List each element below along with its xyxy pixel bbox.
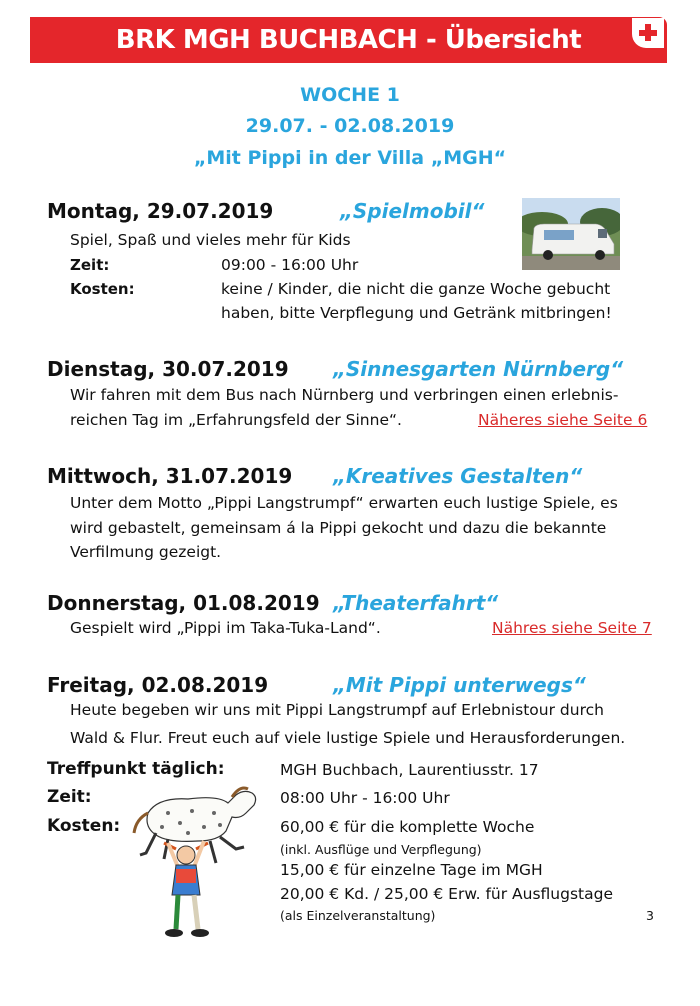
spielmobil-photo xyxy=(522,198,620,270)
page-number: 3 xyxy=(646,908,654,923)
zeit-label: Zeit: xyxy=(47,787,92,807)
montag-kosten-line2: haben, bitte Verpflegung und Getränk mitbringen! xyxy=(221,304,612,322)
day-subtitle-montag: „Spielmobil“ xyxy=(340,199,485,223)
montag-kosten-label: Kosten: xyxy=(70,280,135,298)
link-seite-7[interactable]: Nähres siehe Seite 7 xyxy=(492,619,652,637)
day-subtitle-dienstag: „Sinnesgarten Nürnberg“ xyxy=(333,357,624,381)
montag-kosten-line1: keine / Kinder, die nicht die ganze Woche gebucht xyxy=(221,280,611,298)
zeit-value: 08:00 Uhr - 16:00 Uhr xyxy=(280,789,450,807)
day-title-montag: Montag, 29.07.2019 xyxy=(47,199,274,223)
treffpunkt-label: Treffpunkt täglich: xyxy=(47,759,225,779)
day-title-donnerstag: Donnerstag, 01.08.2019 xyxy=(47,591,320,615)
freitag-line2: Wald & Flur. Freut euch auf viele lustige Spiele und Herausforderungen. xyxy=(70,729,626,747)
freitag-line1: Heute begeben wir uns mit Pippi Langstrumpf auf Erlebnistour durch xyxy=(70,701,604,719)
donnerstag-line1: Gespielt wird „Pippi im Taka-Tuka-Land“. xyxy=(70,619,381,637)
mittwoch-line2: wird gebastelt, gemeinsam á la Pippi gekocht und dazu die bekannte xyxy=(70,519,607,537)
week-motto: „Mit Pippi in der Villa „MGH“ xyxy=(193,147,507,169)
kosten-trip-note: (als Einzelveranstaltung) xyxy=(280,908,436,923)
montag-description: Spiel, Spaß und vieles mehr für Kids xyxy=(70,231,351,249)
treffpunkt-value: MGH Buchbach, Laurentiusstr. 17 xyxy=(280,761,539,779)
kosten-week-note: (inkl. Ausflüge und Verpflegung) xyxy=(280,842,482,857)
mittwoch-line3: Verfilmung gezeigt. xyxy=(70,543,222,561)
header-bar xyxy=(30,17,667,63)
week-dates: 29.07. - 02.08.2019 xyxy=(245,115,455,137)
day-subtitle-freitag: „Mit Pippi unterwegs“ xyxy=(333,673,586,697)
kosten-week: 60,00 € für die komplette Woche xyxy=(280,818,535,836)
kosten-trip: 20,00 € Kd. / 25,00 € Erw. für Ausflugstage xyxy=(280,885,613,903)
red-cross-icon xyxy=(632,18,664,48)
day-subtitle-mittwoch: „Kreatives Gestalten“ xyxy=(333,464,583,488)
montag-zeit-label: Zeit: xyxy=(70,256,110,274)
day-title-mittwoch: Mittwoch, 31.07.2019 xyxy=(47,464,293,488)
link-seite-6[interactable]: Näheres siehe Seite 6 xyxy=(478,411,648,429)
dienstag-line1: Wir fahren mit dem Bus nach Nürnberg und verbringen einen erlebnis- xyxy=(70,386,619,404)
pippi-horse-illustration xyxy=(128,783,268,955)
kosten-label: Kosten: xyxy=(47,816,121,836)
montag-zeit-value: 09:00 - 16:00 Uhr xyxy=(221,256,359,274)
page-title: BRK MGH BUCHBACH - Übersicht xyxy=(115,25,582,55)
day-subtitle-donnerstag: „Theaterfahrt“ xyxy=(333,591,499,615)
week-label: WOCHE 1 xyxy=(300,84,400,106)
kosten-day: 15,00 € für einzelne Tage im MGH xyxy=(280,861,543,879)
day-title-freitag: Freitag, 02.08.2019 xyxy=(47,673,269,697)
mittwoch-line1: Unter dem Motto „Pippi Langstrumpf“ erwarten euch lustige Spiele, es xyxy=(70,494,618,512)
day-title-dienstag: Dienstag, 30.07.2019 xyxy=(47,357,289,381)
dienstag-line2: reichen Tag im „Erfahrungsfeld der Sinne“. xyxy=(70,411,402,429)
